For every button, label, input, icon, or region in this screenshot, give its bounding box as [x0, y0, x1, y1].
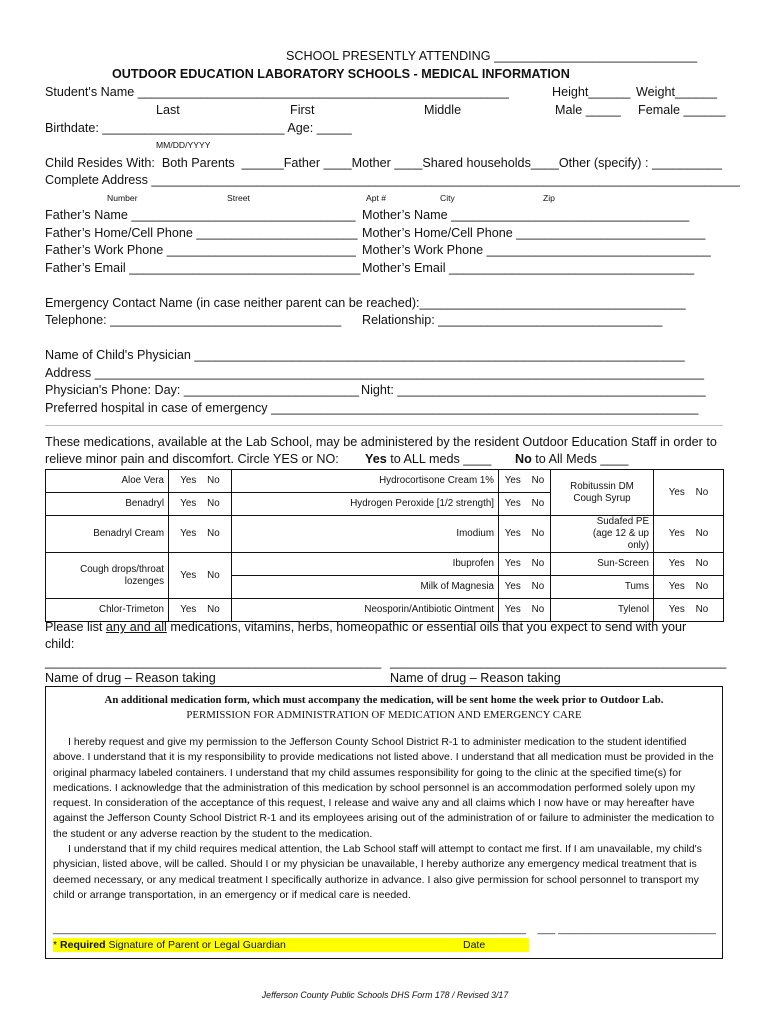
med-choice[interactable]: Yes No	[654, 516, 724, 553]
med-choice[interactable]: Yes No	[654, 576, 724, 599]
no-to-all-field[interactable]	[515, 451, 628, 467]
male-field[interactable]: Male _____	[555, 103, 621, 117]
required-signature-label	[53, 938, 529, 952]
drug-label-right: Name of drug – Reason taking	[390, 671, 561, 685]
preferred-hospital-field[interactable]: Preferred hospital in case of emergency _____________________________________________________________	[45, 401, 699, 415]
permission-paragraph: I understand that if my child requires medical attention, the Lab School staff will attempt to contact me first. If I am unavailable, my child's physician, listed above, will be called. Should I or my physician be unavailable, I hereby authorize any emergency medical treatment that is deemed necessary, or any medical treatment I specifically authorize in advance. I also give permission for school personnel to transport my child or arrange transportation, in an emergency or if medical care is needed.	[53, 843, 702, 901]
med-aloe-vera: Aloe Vera	[46, 470, 169, 493]
med-choice[interactable]: Yes No	[499, 553, 551, 576]
physician-day-phone-field[interactable]: Physician's Phone: Day: _________________________	[45, 383, 360, 397]
emergency-contact-field[interactable]: Emergency Contact Name (in case neither parent can be reached):______________________________________	[45, 296, 686, 310]
drug-blank-left[interactable]: ________________________________________________	[45, 655, 382, 669]
address-street-label: Street	[227, 193, 250, 203]
first-name-label: First	[290, 103, 315, 117]
med-benadryl: Benadryl	[46, 493, 169, 516]
no-all-rest: to All Meds ____	[531, 452, 629, 466]
form-footer: Jefferson County Public Schools DHS Form 178 / Revised 3/17	[261, 990, 509, 1000]
father-work-phone-field[interactable]: Father’s Work Phone ___________________________	[45, 243, 356, 257]
no-all-label: No	[515, 452, 532, 466]
physician-address-field[interactable]: Address _______________________________________________________________________________________	[45, 366, 705, 380]
med-hydrocortisone: Hydrocortisone Cream 1%	[232, 470, 499, 493]
signature-line[interactable]: _________________________________________________________________________________ ___ ___________________________	[53, 923, 716, 935]
prompt-pre: Please list	[45, 620, 106, 634]
weight-field[interactable]: Weight______	[636, 85, 717, 99]
father-name-field[interactable]: Father’s Name ________________________________	[45, 208, 356, 222]
yes-all-rest: to ALL meds ____	[386, 452, 492, 466]
med-sunscreen: Sun-Screen	[551, 553, 654, 576]
emergency-telephone-field[interactable]: Telephone: _________________________________	[45, 313, 342, 327]
med-choice[interactable]: Yes No	[169, 599, 232, 622]
father-email-field[interactable]: Father’s Email _________________________________	[45, 261, 361, 275]
resides-with-field[interactable]: Child Resides With: Both Parents ______Father ____Mother ____Shared households____Other (specify) : __________	[45, 156, 722, 170]
med-imodium: Imodium	[232, 516, 499, 553]
med-chlor-trimeton: Chlor-Trimeton	[46, 599, 169, 622]
date-label: Date	[463, 939, 486, 951]
med-cough-drops: Cough drops/throat lozenges	[46, 553, 169, 599]
middle-name-label: Middle	[424, 103, 462, 117]
required-rest: Signature of Parent or Legal Guardian	[105, 939, 286, 951]
father-home-phone-field[interactable]: Father’s Home/Cell Phone _______________________	[45, 226, 358, 240]
med-benadryl-cream: Benadryl Cream	[46, 516, 169, 553]
med-choice[interactable]: Yes No	[499, 599, 551, 622]
med-choice[interactable]: Yes No	[169, 470, 232, 493]
med-choice[interactable]: Yes No	[654, 599, 724, 622]
prompt-underlined: any and all	[105, 620, 167, 634]
drug-label-left: Name of drug – Reason taking	[45, 671, 216, 685]
required-star: *	[53, 939, 61, 951]
school-attending-line[interactable]: SCHOOL PRESENTLY ATTENDING _____________________________	[286, 49, 698, 63]
complete-address-field[interactable]: Complete Address ____________________________________________________________________________________	[45, 173, 740, 187]
med-choice[interactable]: Yes No	[169, 493, 232, 516]
med-ibuprofen: Ibuprofen	[232, 553, 499, 576]
medications-intro: These medications, available at the Lab School, may be administered by the resident Outdoor Education Staff in order to	[45, 435, 717, 449]
permission-box	[45, 686, 723, 959]
med-choice[interactable]: Yes No	[499, 576, 551, 599]
last-name-label: Last	[156, 103, 180, 117]
height-field[interactable]: Height______	[552, 85, 631, 99]
list-medications-prompt-line2: child:	[45, 637, 75, 651]
medications-intro-line2: relieve minor pain and discomfort. Circle YES or NO:	[45, 452, 339, 466]
address-apt-label: Apt #	[366, 193, 387, 203]
mother-work-phone-field[interactable]: Mother’s Work Phone ________________________________	[362, 243, 711, 257]
physician-night-phone-field[interactable]: Night: ____________________________________________	[361, 383, 706, 397]
mother-home-phone-field[interactable]: Mother’s Home/Cell Phone ___________________________	[362, 226, 706, 240]
prompt-post: medications, vitamins, herbs, homeopathic or essential oils that you expect to send with your	[166, 620, 687, 634]
yes-all-label: Yes	[365, 452, 387, 466]
address-number-label: Number	[107, 193, 138, 203]
med-choice[interactable]: Yes No	[499, 470, 551, 493]
permission-title: PERMISSION FOR ADMINISTRATION OF MEDICATION AND EMERGENCY CARE	[186, 709, 582, 721]
mother-name-field[interactable]: Mother’s Name __________________________________	[362, 208, 690, 222]
mother-email-field[interactable]: Mother’s Email ___________________________________	[362, 261, 695, 275]
med-tums: Tums	[551, 576, 654, 599]
section-divider	[45, 425, 723, 426]
address-zip-label: Zip	[543, 193, 555, 203]
permission-paragraph: I hereby request and give my permission to the Jefferson County School District R-1 to administer medication to the student identified above. I understand that it is my responsibility to provide medications not listed above. I understand that all medication must be provided in the original pharmacy labeled containers. I understand that my child assumes responsibility for going to the clinic at the specified time(s) for medications. I acknowledge that the administration of this medication by school personnel is an accommodation performed solely upon my request. In consideration of the acceptance of this request, I release and waive any and all claims which I now have or may hereafter have against the Jefferson County School District R-1 and its employees arising out of the administration of or failure to administer the medication to the student or any adverse reaction by the student to the medication.	[53, 736, 715, 840]
med-choice[interactable]: Yes No	[499, 516, 551, 553]
med-robitussin: Robitussin DM Cough Syrup	[551, 470, 654, 516]
med-milk-of-magnesia: Milk of Magnesia	[232, 576, 499, 599]
emergency-relationship-field[interactable]: Relationship: ________________________________	[362, 313, 663, 327]
date-format-hint: MM/DD/YYYY	[156, 140, 211, 150]
address-city-label: City	[440, 193, 455, 203]
list-medications-prompt	[45, 619, 686, 635]
birthdate-field[interactable]: Birthdate: __________________________ Age: _____	[45, 121, 352, 135]
form-title: OUTDOOR EDUCATION LABORATORY SCHOOLS - MEDICAL INFORMATION	[112, 67, 570, 81]
med-choice[interactable]: Yes No	[499, 493, 551, 516]
student-name-field[interactable]: Student's Name _____________________________________________________	[45, 85, 509, 99]
additional-form-notice: An additional medication form, which must accompany the medication, will be sent home the week prior to Outdoor Lab.	[104, 694, 664, 706]
med-neosporin: Neosporin/Antibiotic Ointment	[232, 599, 499, 622]
med-choice[interactable]: Yes No	[169, 516, 232, 553]
med-sudafed: Sudafed PE (age 12 & up only)	[551, 516, 654, 553]
med-choice[interactable]: Yes No	[654, 553, 724, 576]
medication-table	[45, 469, 724, 622]
med-hydrogen-peroxide: Hydrogen Peroxide [1/2 strength]	[232, 493, 499, 516]
med-tylenol: Tylenol	[551, 599, 654, 622]
permission-body	[53, 735, 719, 903]
female-field[interactable]: Female ______	[638, 103, 726, 117]
med-choice[interactable]: Yes No	[654, 470, 724, 516]
physician-name-field[interactable]: Name of Child's Physician ______________________________________________________________________	[45, 348, 685, 362]
drug-blank-right[interactable]: ________________________________________________	[390, 655, 727, 669]
yes-to-all-field[interactable]	[365, 451, 491, 467]
required-bold: Required	[60, 939, 106, 951]
med-choice[interactable]: Yes No	[169, 553, 232, 599]
